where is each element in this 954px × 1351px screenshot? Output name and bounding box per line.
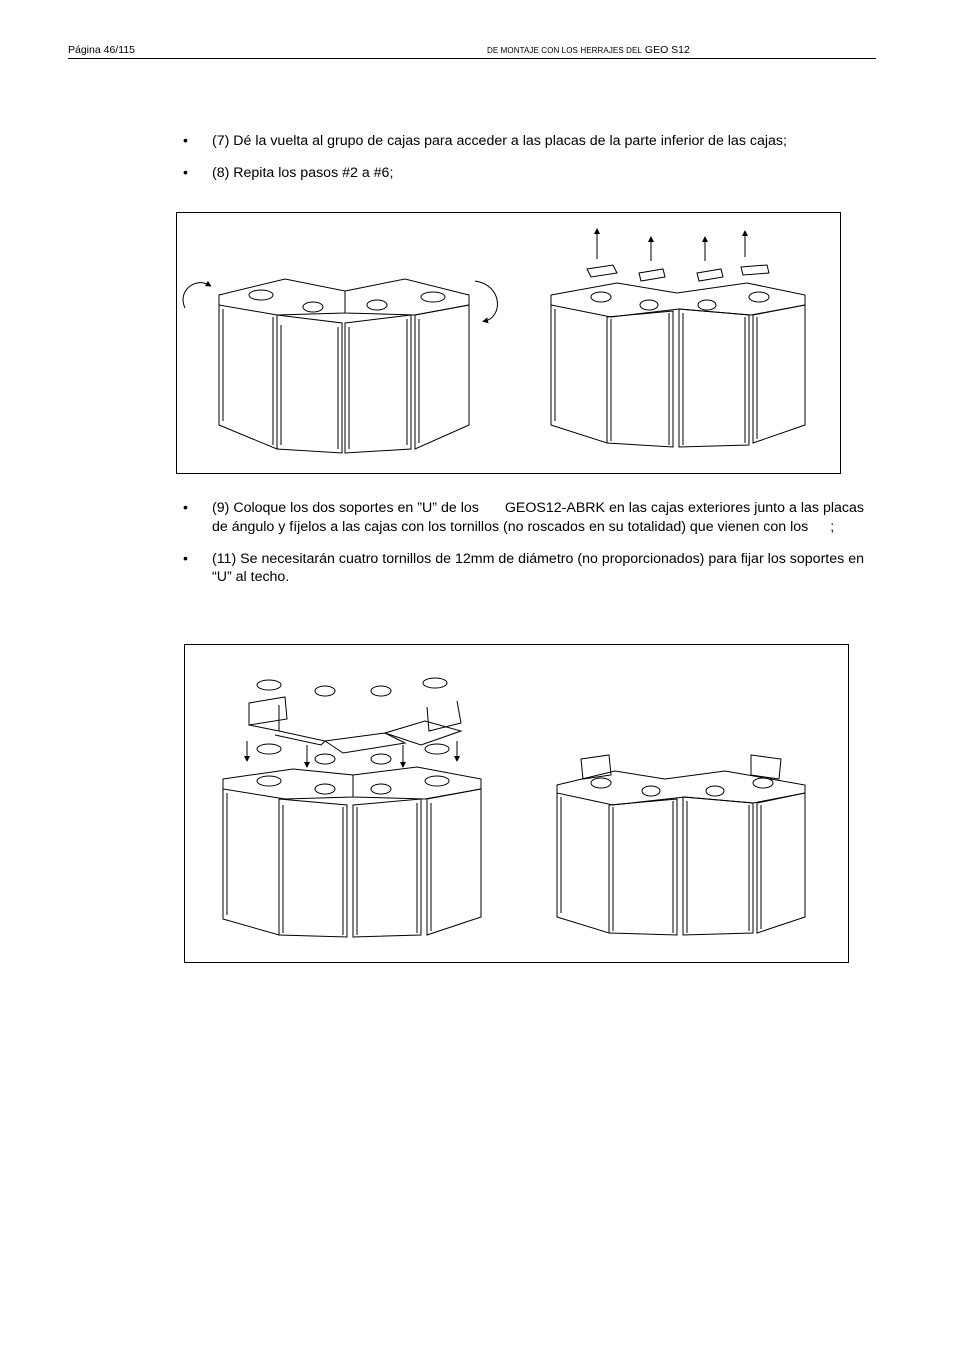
steps-list-bottom <box>180 499 864 600</box>
step-11 <box>180 550 864 587</box>
step-9 <box>180 499 864 536</box>
step-9-text-a: (9) Coloque los dos soportes en ”U” de los <box>212 500 479 516</box>
bullet-icon: • <box>183 133 188 149</box>
step-9-text-b: GEOS12-ABRK en las cajas exteriores junto a las placas de ángulo y fíjelos a las cajas con los tornillos (no roscados en su totalidad) que vienen con los <box>212 500 864 535</box>
bullet-icon: • <box>183 500 188 516</box>
page-number: Página 46/115 <box>68 44 135 56</box>
document-title <box>487 44 690 56</box>
steps-list-top <box>180 132 864 196</box>
step-11-text: (11) Se necesitarán cuatro tornillos de 12mm de diámetro (no proporcionados) para fijar los soportes en “U” al techo. <box>212 550 864 585</box>
step-7 <box>180 132 864 151</box>
page-header <box>68 44 876 59</box>
step-9-text-c: ; <box>830 518 835 535</box>
figure-u-brackets <box>184 644 849 963</box>
document-title-prefix: DE MONTAJE CON LOS HERRAJES DEL <box>487 46 642 55</box>
figure-u-brackets-illustration <box>185 645 847 961</box>
step-8 <box>180 164 864 183</box>
figure-flip-boxes <box>176 212 841 474</box>
step-7-text: (7) Dé la vuelta al grupo de cajas para acceder a las placas de la parte inferior de las cajas; <box>212 133 787 149</box>
bullet-icon: • <box>183 550 188 567</box>
step-8-text: (8) Repita los pasos #2 a #6; <box>212 165 394 181</box>
bullet-icon: • <box>183 165 188 181</box>
figure-flip-boxes-illustration <box>177 213 839 472</box>
product-name: GEO S12 <box>644 44 690 56</box>
